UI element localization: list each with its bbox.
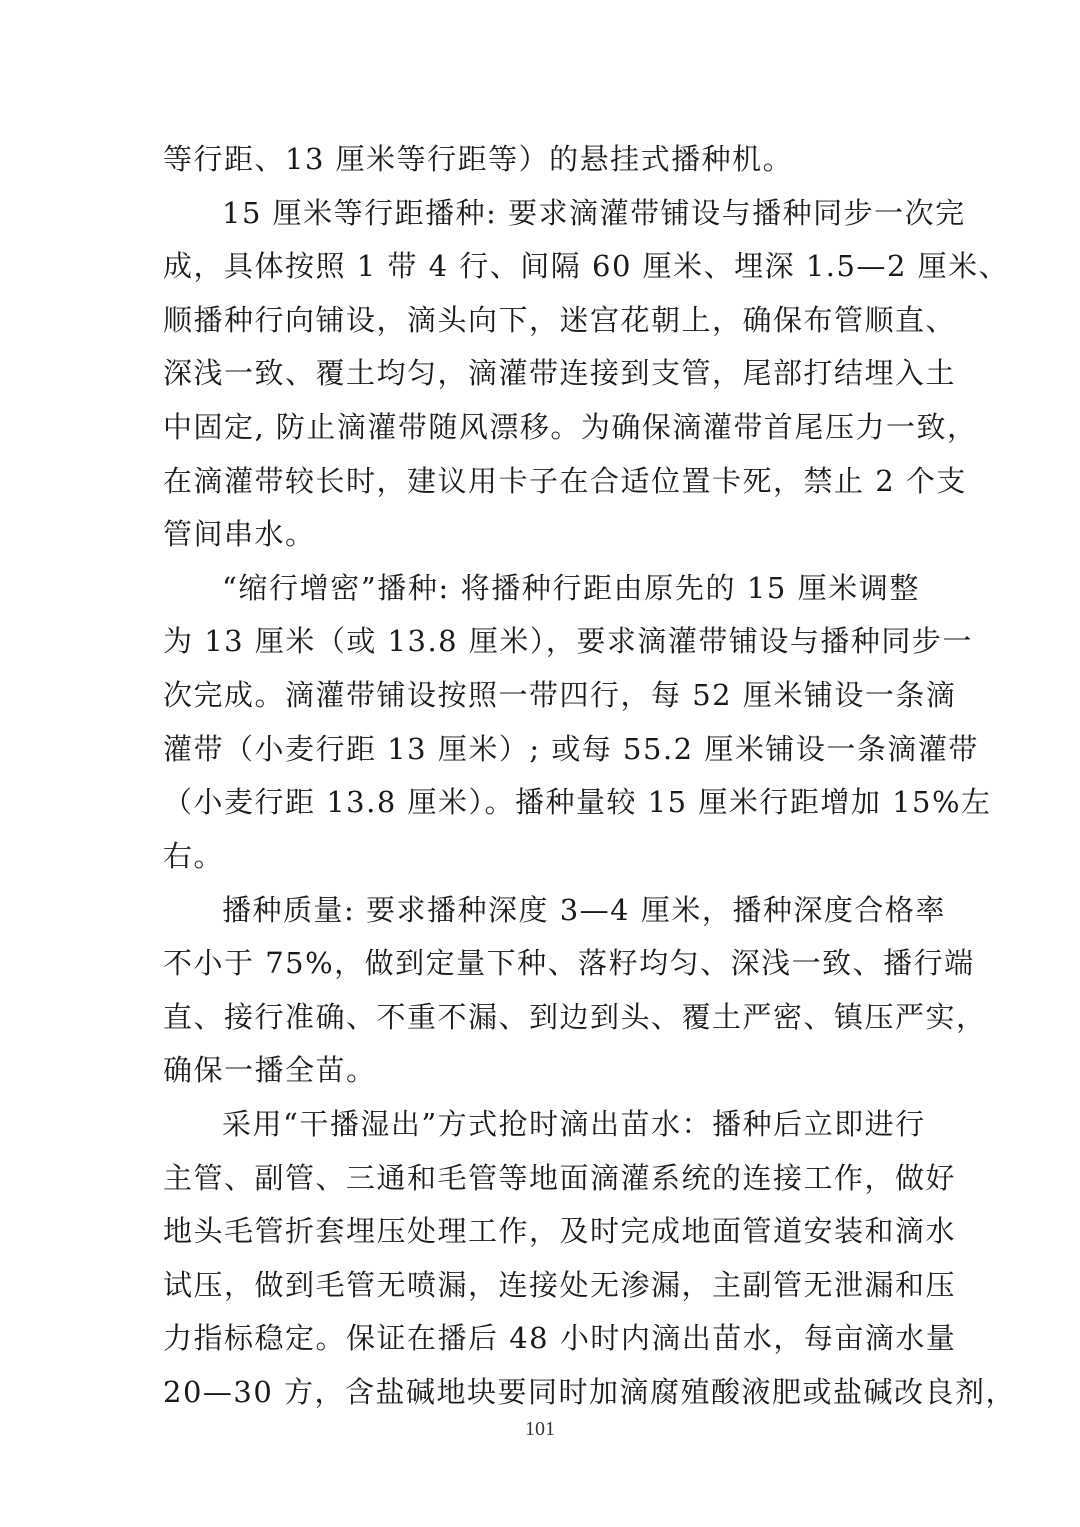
text-line: 深浅一致、覆土均匀，滴灌带连接到支管，尾部打结埋入土: [163, 356, 957, 391]
text-line: 为 13 厘米（或 13.8 厘米），要求滴灌带铺设与播种同步一: [163, 624, 973, 659]
text-line: 不小于 75%，做到定量下种、落籽均匀、深浅一致、播行端: [163, 946, 975, 981]
text-line: 在滴灌带较长时，建议用卡子在合适位置卡死，禁止 2 个支: [163, 463, 967, 498]
text-line: 中固定, 防止滴灌带随风漂移。为确保滴灌带首尾压力一致，: [163, 410, 978, 445]
text-line: 灌带（小麦行距 13 厘米）; 或每 55.2 厘米铺设一条滴灌带: [163, 731, 979, 766]
text-line: 确保一播全苗。: [163, 1053, 377, 1088]
text-line: 管间串水。: [163, 517, 316, 552]
paragraph-start-line: “缩行增密”播种: 将播种行距由原先的 15 厘米调整: [222, 570, 920, 605]
text-line: 右。: [163, 838, 225, 873]
text-line: 等行距、13 厘米等行距等）的悬挂式播种机。: [163, 142, 794, 176]
text-line: 顺播种行向铺设，滴头向下，迷宫花朝上，确保布管顺直、: [163, 302, 957, 337]
page-number: 101: [525, 1418, 555, 1440]
text-line: 直、接行准确、不重不漏、到边到头、覆土严密、镇压严实，: [163, 999, 987, 1034]
text-line: 试压，做到毛管无喷漏，连接处无渗漏，主副管无泄漏和压: [163, 1267, 957, 1302]
text-line: 成，具体按照 1 带 4 行、间隔 60 厘米、埋深 1.5—2 厘米、: [163, 249, 1010, 284]
text-line: 力指标稳定。保证在播后 48 小时内滴出苗水，每亩滴水量: [163, 1321, 957, 1356]
text-line: （小麦行距 13.8 厘米）。播种量较 15 厘米行距增加 15%左: [163, 785, 992, 820]
paragraph-start-line: 采用“干播湿出”方式抢时滴出苗水：播种后立即进行: [222, 1106, 926, 1141]
paragraph-start-line: 15 厘米等行距播种: 要求滴灌带铺设与播种同步一次完: [222, 195, 966, 230]
text-line: 次完成。滴灌带铺设按照一带四行，每 52 厘米铺设一条滴: [163, 678, 957, 713]
paragraph-start-line: 播种质量: 要求播种深度 3—4 厘米，播种深度合格率: [222, 892, 946, 927]
text-line: 主管、副管、三通和毛管等地面滴灌系统的连接工作，做好: [163, 1160, 957, 1195]
text-line: 地头毛管折套埋压处理工作，及时完成地面管道安装和滴水: [163, 1214, 957, 1249]
text-line: 20—30 方，含盐碱地块要同时加滴腐殖酸液肥或盐碱改良剂，: [163, 1375, 1017, 1409]
